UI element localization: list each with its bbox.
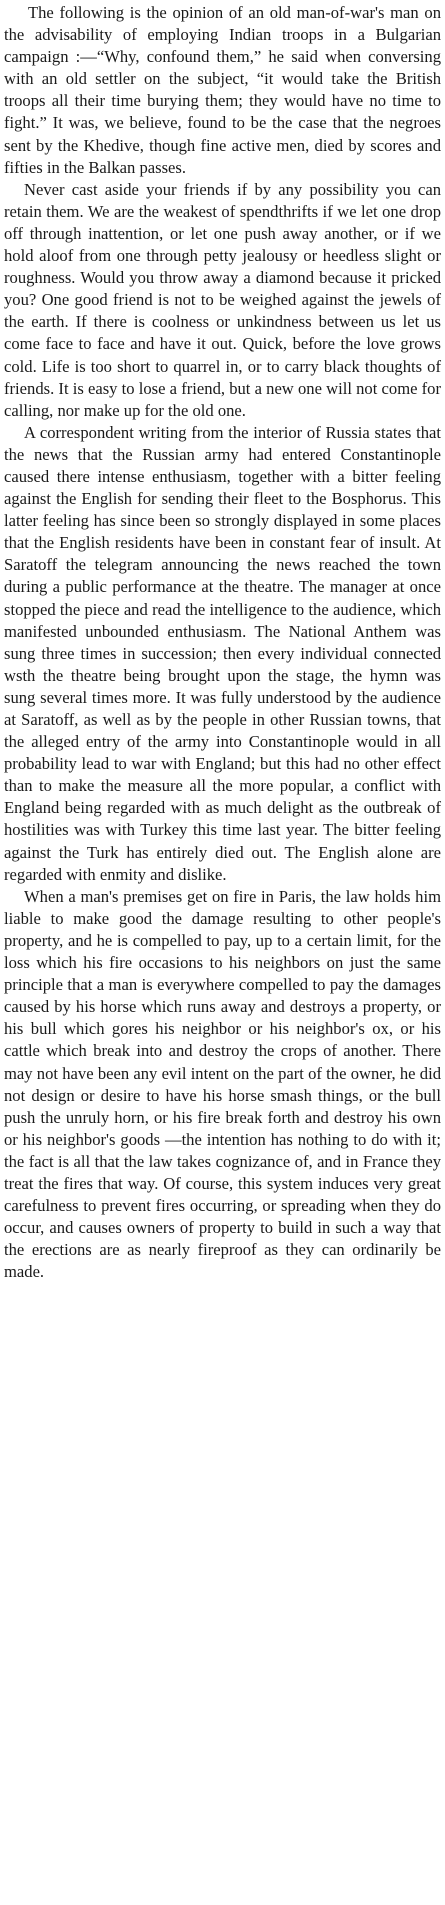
paragraph-russia-correspondent: A correspondent writing from the interior of Russia states that the news that the Russian army had entered Constantinople caused there intense enthusiasm, together with a bitter feeling against the English for sending their fleet to the Bosphorus. This latter feeling has since been so strongly displayed in some places that the English residents have been in constant fear of insult. At Saratoff the telegram announcing the news reached the town during a public performance at the theatre. The manager at once stopped the piece and read the intelligence to the audience, which manifested unbounded enthusiasm. The National Anthem was sung three times in succession; then every individual connected wsth the theatre being brought upon the stage, the hymn was sung several times more. It was fully understood by the audience at Saratoff, as well as by the people in other Russian towns, that the alleged entry of the army into Constantinople would in all probability lead to war with England; but this had no other effect than to make the measure all the more popular, a conflict with England being regarded with as much delight as the outbreak of hostilities was with Turkey this time last year. The bitter feeling against the Turk has entirely died out. The English alone are regarded with enmity and dislike.	[4, 422, 441, 884]
paragraph-indian-troops: The following is the opinion of an old man-of-war's man on the advisability of employing Indian troops in a Bulgarian campaign :—“Why, confound them,” he said when conversing with an old settler on the subject, “it would take the British troops all their time burying them; they would have no time to fight.” It was, we believe, found to be the case that the negroes sent by the Khedive, though fine active men, died by scores and fifties in the Balkan passes.	[4, 3, 441, 177]
paragraph-paris-fire-law: When a man's premises get on fire in Paris, the law holds him liable to make good the damage resulting to other people's property, and he is compelled to pay, up to a certain limit, for the loss which his fire occasions to his neighbors on just the same principle that a man is everywhere compelled to pay the damages caused by his horse which runs away and destroys a property, or his bull which gores his neighbor or his neighbor's ox, or his cattle which break into and destroy the crops of another. There may not have been any evil intent on the part of the owner, he did not design or desire to have his horse smash things, or the bull push the unruly horn, or his fire break forth and destroy his own or his neighbor's goods —the intention has nothing to do with it; the fact is all that the law takes cognizance of, and in France they treat the fires that way. Of course, this system induces very great carefulness to prevent fires occurring, or spreading when they do occur, and causes owners of property to build in such a way that the erections are as nearly fireproof as they can ordinarily be made.	[4, 886, 441, 1282]
paragraph-friends: Never cast aside your friends if by any possibility you can retain them. We are the weakest of spendthrifts if we let one drop off through inattention, or let one push away another, or if we hold aloof from one through petty jealousy or heedless slight or roughness. Would you throw away a diamond because it pricked you? One good friend is not to be weighed against the jewels of the earth. If there is coolness or unkindness between us let us come face to face and have it out. Quick, before the love grows cold. Life is too short to quarrel in, or to carry black thoughts of friends. It is easy to lose a friend, but a new one will not come for calling, nor make up for the old one.	[4, 179, 441, 420]
